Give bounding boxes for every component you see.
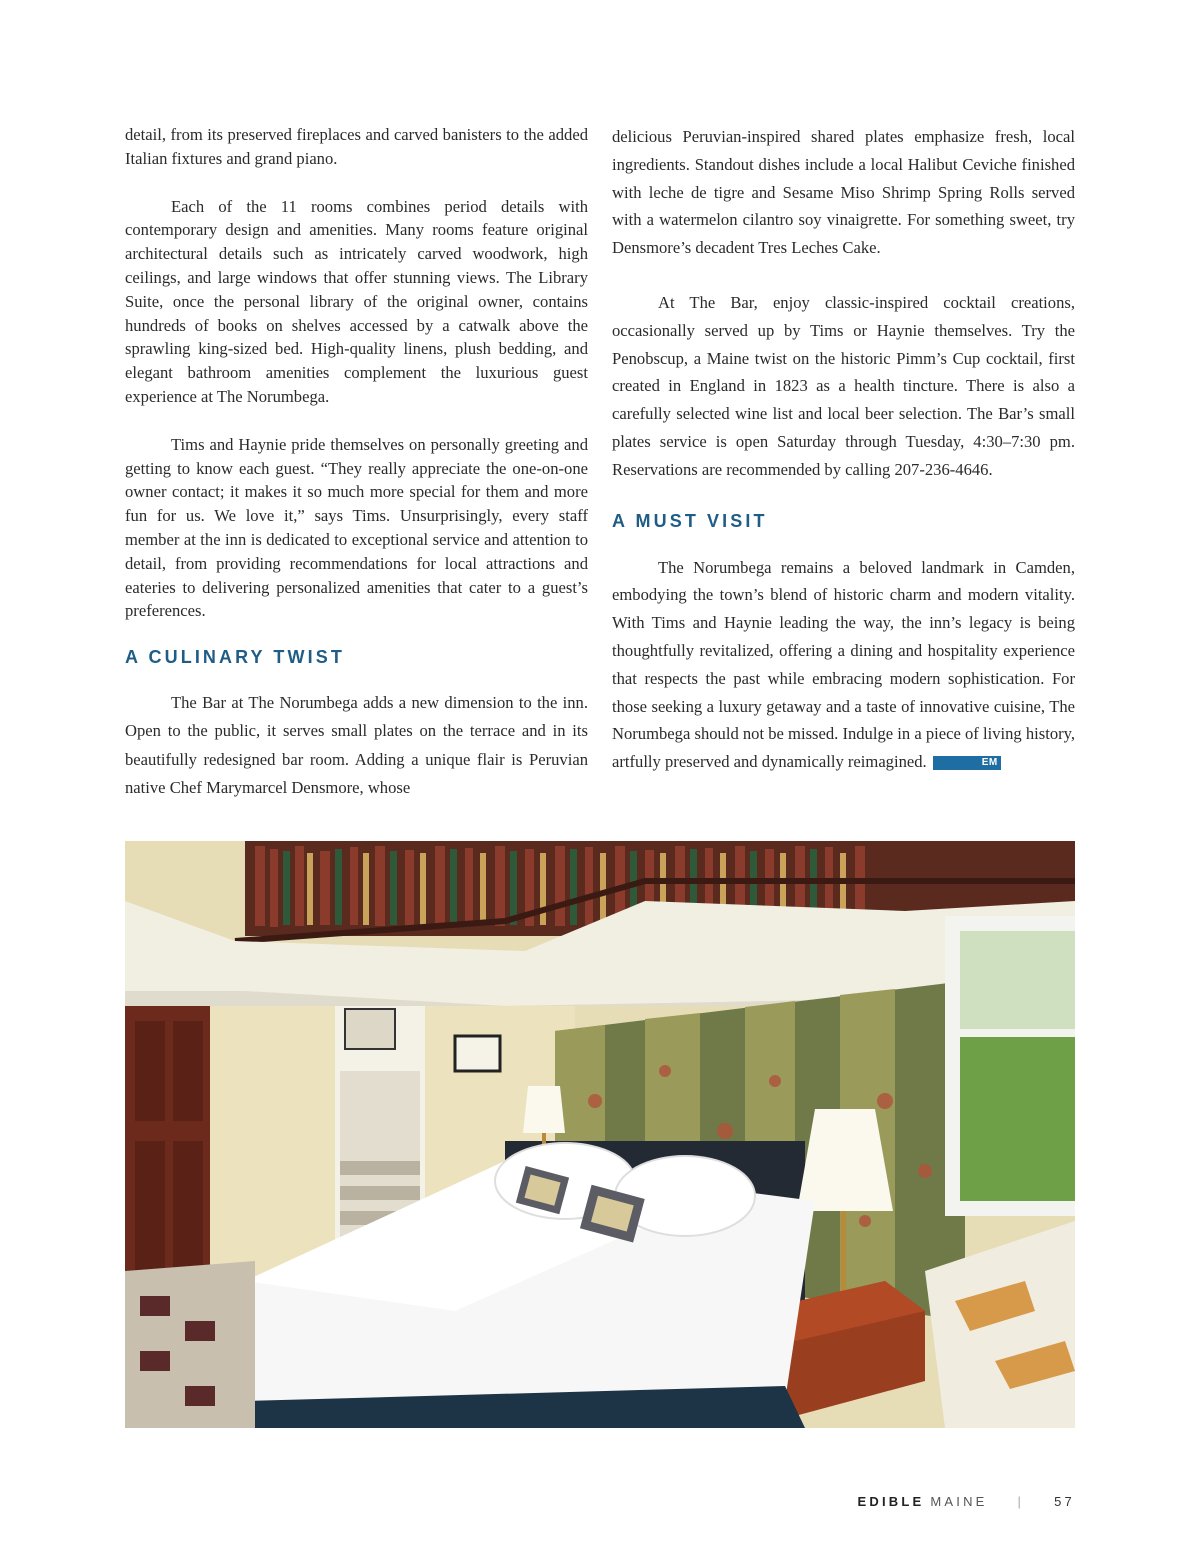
page-footer xyxy=(858,1494,1076,1509)
right-column xyxy=(612,123,1075,803)
left-paragraph-3: Tims and Haynie pride themselves on personally greeting and getting to know each guest. “They really appreciate the one-on-one owner contact; it makes it so much more special for them and more fun for us. We love it,” says Tims. Unsurprisingly, every staff member at the inn is dedicated to exceptional service and attention to detail, from providing recommendations for local attractions and eateries to delivering personalized amenities that cater to a guest’s preferences. xyxy=(125,434,588,621)
footer-brand-maine: MAINE xyxy=(930,1494,988,1509)
left-paragraph-1: detail, from its preserved fireplaces and carved banisters to the added Italian fixtures and grand piano. xyxy=(125,125,588,168)
right-paragraph-2: At The Bar, enjoy classic-inspired cocktail creations, occasionally served up by Tims or Haynie themselves. Try the Penobscup, a Maine twist on the historic Pimm’s Cup cocktail, first created in England in 1823 as a health tincture. There is also a carefully selected wine list and local beer selection. The Bar’s small plates service is open Saturday through Tuesday, 4:30–7:30 pm. Reservations are recommended by calling 207-236-4646. xyxy=(612,292,1075,479)
footer-brand-edible: EDIBLE xyxy=(857,1494,925,1509)
section-heading-must-visit: A MUST VISIT xyxy=(612,510,768,531)
page-number: 57 xyxy=(1054,1494,1075,1509)
right-paragraph-1: delicious Peruvian-inspired shared plates emphasize fresh, local ingredients. Standout dishes include a local Halibut Ceviche finished with leche de tigre and Sesame Miso Shrimp Spring Rolls served with a watermelon cilantro soy vinaigrette. For something sweet, try Densmore’s decadent Tres Leches Cake. xyxy=(612,127,1075,258)
right-paragraph-3-text: The Norumbega remains a beloved landmark in Camden, embodying the town’s blend of historic charm and modern vitality. With Tims and Haynie leading the way, the inn’s legacy is being thoughtfully revitalized, offering a dining and hospitality experience that respects the past while embracing modern sophistication. For those seeking a luxury getaway and a taste of innovative cuisine, The Norumbega should not be missed. Indulge in a piece of living history, artfully preserved and dynamically reimagined. xyxy=(612,557,1076,772)
right-paragraph-3 xyxy=(612,554,1075,776)
library-suite-photo xyxy=(125,841,1075,1428)
left-column xyxy=(125,123,588,826)
section-heading-culinary-twist: A CULINARY TWIST xyxy=(125,647,345,668)
footer-separator: | xyxy=(1017,1494,1025,1509)
end-mark-logo: EM xyxy=(933,756,1001,770)
left-paragraph-4: The Bar at The Norumbega adds a new dimension to the inn. Open to the public, it serves small plates on the terrace and in its beautifully redesigned bar room. Adding a unique flair is Peruvian native Chef Marymarcel Densmore, whose xyxy=(125,693,588,797)
left-paragraph-2: Each of the 11 rooms combines period details with contemporary design and amenities. Many rooms feature original architectural details such as intricately carved woodwork, high ceilings, and large windows that offer stunning views. The Library Suite, once the personal library of the original owner, contains hundreds of books on shelves accessed by a catwalk above the sprawling king-sized bed. High-quality linens, plush bedding, and elegant bathroom amenities complement the luxurious guest experience at The Norumbega. xyxy=(125,196,588,406)
